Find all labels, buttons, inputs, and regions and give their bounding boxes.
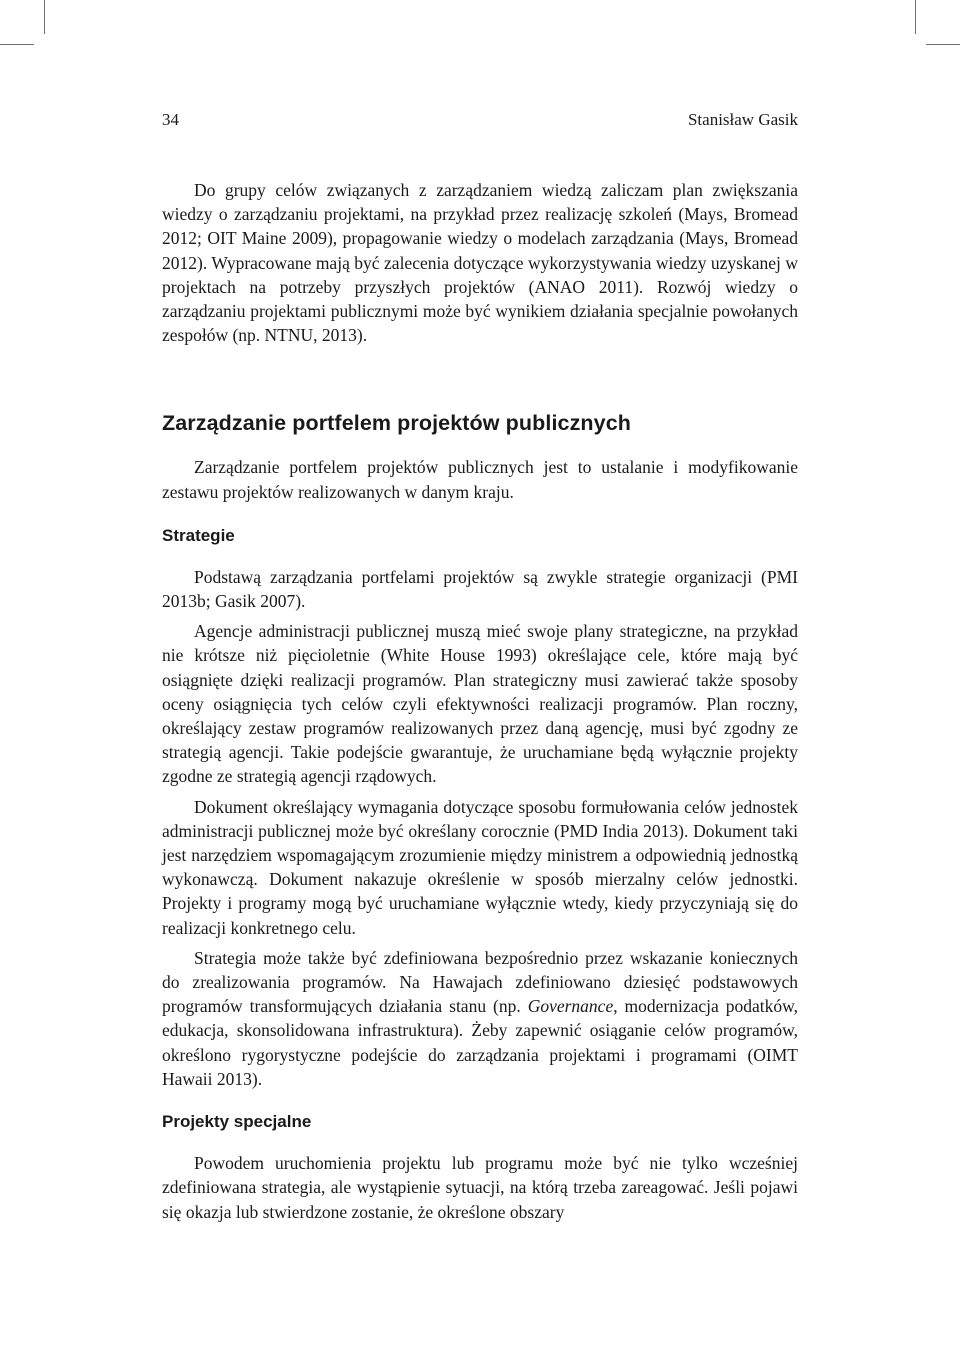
subsection-heading-strategie: Strategie [162,525,235,545]
paragraph-strategie-3: Dokument określający wymagania dotyczące sposobu formułowania celów jednostek administracji publicznej może być określany corocznie (PMD India 2013). Dokument taki jest narzędziem wspomagającym zrozumienie między ministrem a odpowiednią jednostką wykonawczą. Dokument nakazuje określenie w sposób mierzalny celów jednostki. Projekty i programy mogą być uruchamiane wyłącznie wtedy, kiedy przyczyniają się do realizacji konkretnego celu. [162,796,798,938]
paragraph-projekty-specjalne-1: Powodem uruchomienia projektu lub programu może być nie tylko wcześniej zdefiniowana strategia, ale wystąpienie sytuacji, na którą trzeba zareagować. Jeśli pojawi się okazja lub stwierdzone zostanie, że określone obszary [162,1153,798,1222]
paragraph-strategie-4 [162,946,798,1091]
paragraph-portfolio-definition: Zarządzanie portfelem projektów publicznych jest to ustalanie i modyfikowanie zestawu projektów realizowanych w danym kraju. [162,457,798,502]
subsection-heading-projekty-specjalne: Projekty specjalne [162,1112,312,1132]
page-number: 34 [162,110,179,129]
crop-mark-top-right-horizontal [926,44,960,45]
crop-mark-top-right-vertical [915,0,916,34]
paragraph-knowledge-goals: Do grupy celów związanych z zarządzaniem wiedzą zaliczam plan zwiększania wiedzy o zarządzaniu projektami, na przykład przez realizację szkoleń (Mays, Bromead 2012; OIT Maine 2009), propagowanie wiedzy o modelach zarządzania (Mays, Bromead 2012). Wypracowane mają być zalecenia dotyczące wykorzystywania wiedzy uzyskanej w projektach na potrzeby przyszłych projektów (ANAO 2011). Rozwój wiedzy o zarządzaniu projektami publicznymi może być wynikiem działania specjalnie powołanych zespołów (np. NTNU, 2013). [162,180,798,346]
running-head [162,110,798,134]
paragraph-strategie-4-part-1: Strategia może także być zdefiniowana bezpośrednio przez wskazanie koniecznych do zrealizowania programów. Na Hawajach zdefiniowano dziesięć podstawowych programów transformujących działania stanu (np. [162,947,798,1017]
section-title: Zarządzanie portfelem projektów publicznych [162,411,632,436]
crop-mark-top-left-horizontal [0,44,34,45]
paragraph-strategie-4-emphasis: Governance [527,996,614,1017]
paragraph-strategie-4-part-2: , modernizacja podatków, edukacja, skonsolidowana infrastruktura). Żeby zapewnić osiąganie celów programów, określono rygorystyczne podejście do zarządzania projektami i programami (OIMT Hawaii 2013). [162,996,799,1089]
paragraph-strategie-1: Podstawą zarządzania portfelami projektów są zwykle strategie organizacji (PMI 2013b; Gasik 2007). [162,566,798,612]
running-head-author: Stanisław Gasik [687,110,798,129]
crop-mark-top-left-vertical [44,0,45,34]
paragraph-strategie-2: Agencje administracji publicznej muszą mieć swoje plany strategiczne, na przykład nie krótsze niż pięcioletnie (White House 1993) określające cele, które mają być osiągnięte dzięki realizacji programów. Plan strategiczny musi zawierać także sposoby oceny osiągnięcia tych celów czyli efektywności realizacji programów. Plan roczny, określający zestaw programów realizowanych przez daną agencję, musi być zgodny ze strategią agencji. Takie podejście gwarantuje, że uruchamiane będą wyłącznie projekty zgodne ze strategią agencji rządowych. [162,621,798,787]
page-body [162,178,798,1224]
